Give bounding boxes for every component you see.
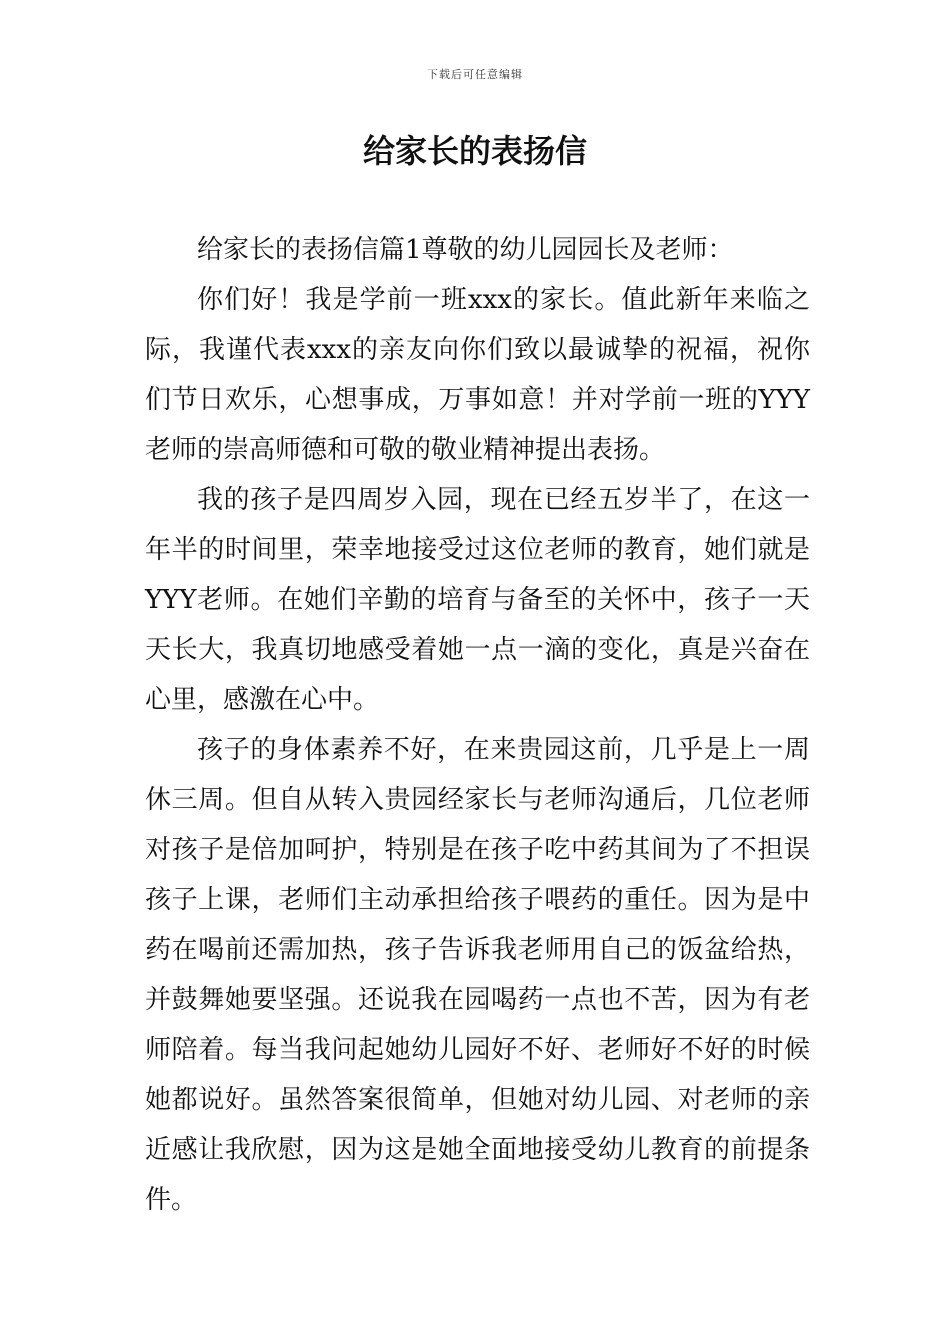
paragraph-care: 孩子的身体素养不好，在来贵园这前，几乎是上一周休三周。但自从转入贵园经家长与老师沟通后，几位老师对孩子是倍加呵护，特别是在孩子吃中药其间为了不担误孩子上课，老师们主动承担给孩子喂药的重任。因为是中药在喝前还需加热，孩子告诉我老师用自己的饭盆给热，并鼓舞她要坚强。还说我在园喝药一点也不苦，因为有老师陪着。每当我问起她幼儿园好不好、老师好不好的时候她都说好。虽然答案很简单，但她对幼儿园、对老师的亲近感让我欣慰，因为这是她全面地接受幼儿教育的前提条件。 xyxy=(145,735,810,1215)
header-note: 下载后可任意编辑 xyxy=(427,68,523,81)
letter-body xyxy=(145,225,810,1225)
paragraph-greeting: 你们好！我是学前一班xxx的家长。值此新年来临之际，我谨代表xxx的亲友向你们致以最诚挚的祝福，祝你们节日欢乐，心想事成，万事如意！并对学前一班的YYY老师的崇高师德和可敬的敬业精神提出表扬。 xyxy=(145,285,810,465)
paragraph-child-growth: 我的孩子是四周岁入园，现在已经五岁半了，在这一年半的时间里，荣幸地接受过这位老师的教育，她们就是YYY老师。在她们辛勤的培育与备至的关怀中，孩子一天天长大，我真切地感受着她一点一滴的变化，真是兴奋在心里，感激在心中。 xyxy=(145,485,810,715)
page-title: 给家长的表扬信 xyxy=(362,132,587,170)
paragraph-salutation: 给家长的表扬信篇1尊敬的幼儿园园长及老师： xyxy=(197,235,734,265)
